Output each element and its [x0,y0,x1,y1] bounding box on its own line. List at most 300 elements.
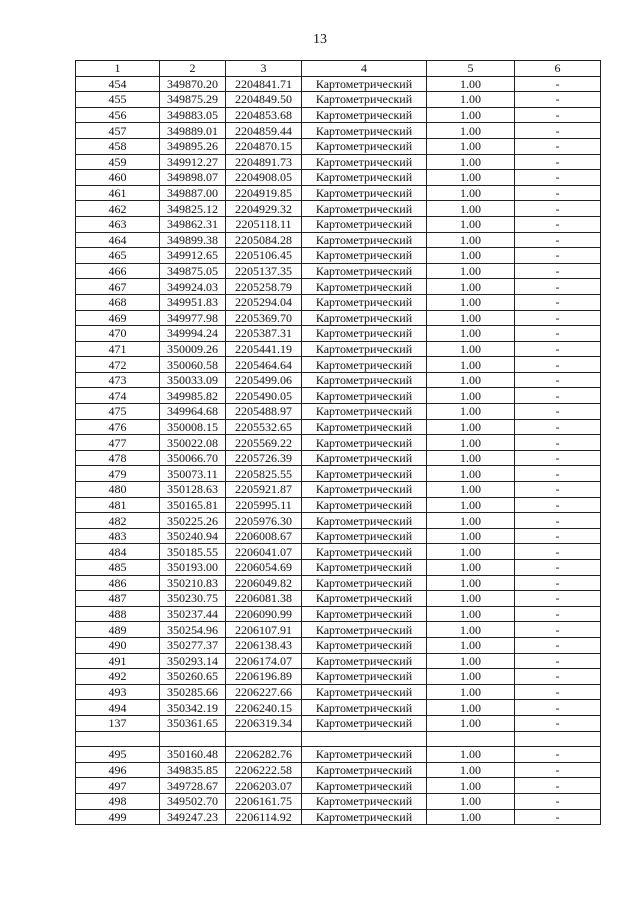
point-number-cell: 466 [76,263,160,279]
description-cell: - [515,591,601,607]
description-cell: - [515,310,601,326]
y-coordinate-cell: 2205106.45 [226,248,302,264]
description-cell: - [515,357,601,373]
y-coordinate-cell: 2205569.22 [226,435,302,451]
y-coordinate-cell: 2205137.35 [226,263,302,279]
accuracy-cell: 1.00 [427,232,515,248]
point-number-cell: 472 [76,357,160,373]
accuracy-cell: 1.00 [427,248,515,264]
table-row [76,170,601,186]
column-header: 6 [515,61,601,77]
accuracy-cell: 1.00 [427,747,515,763]
description-cell: - [515,372,601,388]
accuracy-cell: 1.00 [427,482,515,498]
point-number-cell: 458 [76,138,160,154]
description-cell: - [515,201,601,217]
point-number-cell: 478 [76,450,160,466]
accuracy-cell: 1.00 [427,466,515,482]
y-coordinate-cell: 2206041.07 [226,544,302,560]
x-coordinate-cell: 349883.05 [160,107,226,123]
description-cell: - [515,123,601,139]
x-coordinate-cell: 350361.65 [160,715,226,731]
point-number-cell [76,731,160,747]
table-row [76,715,601,731]
accuracy-cell: 1.00 [427,341,515,357]
x-coordinate-cell: 350022.08 [160,435,226,451]
y-coordinate-cell: 2206174.07 [226,653,302,669]
x-coordinate-cell: 350128.63 [160,482,226,498]
description-cell: - [515,762,601,778]
point-number-cell: 485 [76,560,160,576]
description-cell: - [515,700,601,716]
description-cell: - [515,560,601,576]
table-row [76,419,601,435]
accuracy-cell: 1.00 [427,528,515,544]
description-cell [515,731,601,747]
method-cell: Картометрический [302,76,427,92]
y-coordinate-cell: 2206081.38 [226,591,302,607]
x-coordinate-cell: 350160.48 [160,747,226,763]
column-header: 2 [160,61,226,77]
description-cell: - [515,76,601,92]
method-cell: Картометрический [302,482,427,498]
table-row [76,653,601,669]
method-cell: Картометрический [302,700,427,716]
x-coordinate-cell: 350285.66 [160,684,226,700]
description-cell: - [515,450,601,466]
description-cell: - [515,435,601,451]
y-coordinate-cell: 2206161.75 [226,793,302,809]
point-number-cell: 480 [76,482,160,498]
x-coordinate-cell: 350009.26 [160,341,226,357]
y-coordinate-cell: 2205258.79 [226,279,302,295]
description-cell: - [515,341,601,357]
y-coordinate-cell: 2206090.99 [226,606,302,622]
y-coordinate-cell: 2206049.82 [226,575,302,591]
table-row [76,388,601,404]
point-number-cell: 463 [76,216,160,232]
accuracy-cell: 1.00 [427,372,515,388]
method-cell: Картометрический [302,715,427,731]
description-cell: - [515,669,601,685]
accuracy-cell: 1.00 [427,123,515,139]
accuracy-cell: 1.00 [427,700,515,716]
point-number-cell: 488 [76,606,160,622]
x-coordinate-cell: 350277.37 [160,637,226,653]
method-cell: Картометрический [302,154,427,170]
x-coordinate-cell: 349870.20 [160,76,226,92]
x-coordinate-cell: 350293.14 [160,653,226,669]
column-header: 4 [302,61,427,77]
table-row [76,762,601,778]
method-cell: Картометрический [302,372,427,388]
y-coordinate-cell: 2206227.66 [226,684,302,700]
accuracy-cell: 1.00 [427,279,515,295]
table-body [76,76,601,825]
column-header: 5 [427,61,515,77]
method-cell: Картометрический [302,778,427,794]
method-cell: Картометрический [302,357,427,373]
table-row [76,575,601,591]
description-cell: - [515,513,601,529]
table-row [76,107,601,123]
x-coordinate-cell: 349835.85 [160,762,226,778]
y-coordinate-cell: 2205118.11 [226,216,302,232]
method-cell: Картометрический [302,279,427,295]
description-cell: - [515,419,601,435]
description-cell: - [515,154,601,170]
y-coordinate-cell: 2205490.05 [226,388,302,404]
table-row [76,560,601,576]
coordinates-table [75,60,601,825]
y-coordinate-cell: 2206107.91 [226,622,302,638]
accuracy-cell: 1.00 [427,544,515,560]
method-cell: Картометрический [302,216,427,232]
x-coordinate-cell: 350066.70 [160,450,226,466]
method-cell: Картометрический [302,248,427,264]
point-number-cell: 486 [76,575,160,591]
x-coordinate-cell: 350225.26 [160,513,226,529]
accuracy-cell: 1.00 [427,450,515,466]
table-row [76,700,601,716]
accuracy-cell: 1.00 [427,138,515,154]
y-coordinate-cell: 2205387.31 [226,326,302,342]
accuracy-cell [427,731,515,747]
table-header-row [76,61,601,77]
y-coordinate-cell: 2206054.69 [226,560,302,576]
accuracy-cell: 1.00 [427,513,515,529]
description-cell: - [515,544,601,560]
table-row [76,138,601,154]
point-number-cell: 469 [76,310,160,326]
point-number-cell: 461 [76,185,160,201]
description-cell: - [515,216,601,232]
x-coordinate-cell: 349985.82 [160,388,226,404]
y-coordinate-cell: 2205825.55 [226,466,302,482]
x-coordinate-cell: 350237.44 [160,606,226,622]
method-cell: Картометрический [302,388,427,404]
description-cell: - [515,263,601,279]
x-coordinate-cell: 349912.65 [160,248,226,264]
y-coordinate-cell: 2204891.73 [226,154,302,170]
description-cell: - [515,637,601,653]
method-cell: Картометрический [302,497,427,513]
description-cell: - [515,466,601,482]
method-cell: Картометрический [302,201,427,217]
page-number: 13 [313,32,327,47]
point-number-cell: 465 [76,248,160,264]
description-cell: - [515,232,601,248]
method-cell: Картометрический [302,92,427,108]
description-cell: - [515,107,601,123]
method-cell: Картометрический [302,513,427,529]
method-cell: Картометрический [302,138,427,154]
x-coordinate-cell: 349951.83 [160,294,226,310]
point-number-cell: 487 [76,591,160,607]
description-cell: - [515,248,601,264]
method-cell: Картометрический [302,575,427,591]
accuracy-cell: 1.00 [427,107,515,123]
y-coordinate-cell: 2204859.44 [226,123,302,139]
accuracy-cell: 1.00 [427,201,515,217]
description-cell: - [515,778,601,794]
description-cell: - [515,684,601,700]
x-coordinate-cell: 349875.29 [160,92,226,108]
x-coordinate-cell: 350342.19 [160,700,226,716]
method-cell: Картометрический [302,653,427,669]
accuracy-cell: 1.00 [427,357,515,373]
x-coordinate-cell: 349502.70 [160,793,226,809]
y-coordinate-cell: 2205499.06 [226,372,302,388]
table-row [76,76,601,92]
accuracy-cell: 1.00 [427,809,515,825]
point-number-cell: 454 [76,76,160,92]
point-number-cell: 474 [76,388,160,404]
method-cell: Картометрический [302,528,427,544]
point-number-cell: 499 [76,809,160,825]
column-header: 3 [226,61,302,77]
description-cell: - [515,528,601,544]
y-coordinate-cell: 2204919.85 [226,185,302,201]
y-coordinate-cell: 2205294.04 [226,294,302,310]
table-row [76,357,601,373]
y-coordinate-cell: 2206282.76 [226,747,302,763]
accuracy-cell: 1.00 [427,216,515,232]
y-coordinate-cell: 2206319.34 [226,715,302,731]
accuracy-cell: 1.00 [427,778,515,794]
description-cell: - [515,279,601,295]
accuracy-cell: 1.00 [427,637,515,653]
method-cell: Картометрический [302,341,427,357]
point-number-cell: 459 [76,154,160,170]
point-number-cell: 498 [76,793,160,809]
description-cell: - [515,653,601,669]
table-row [76,513,601,529]
method-cell: Картометрический [302,544,427,560]
x-coordinate-cell: 350008.15 [160,419,226,435]
description-cell: - [515,138,601,154]
y-coordinate-cell: 2204908.05 [226,170,302,186]
y-coordinate-cell: 2205441.19 [226,341,302,357]
table-row [76,372,601,388]
description-cell: - [515,715,601,731]
method-cell: Картометрический [302,294,427,310]
accuracy-cell: 1.00 [427,575,515,591]
method-cell: Картометрический [302,606,427,622]
point-number-cell: 489 [76,622,160,638]
method-cell: Картометрический [302,669,427,685]
table-row [76,793,601,809]
method-cell: Картометрический [302,747,427,763]
x-coordinate-cell: 349825.12 [160,201,226,217]
accuracy-cell: 1.00 [427,762,515,778]
table-row [76,201,601,217]
point-number-cell: 492 [76,669,160,685]
table-row [76,684,601,700]
point-number-cell: 477 [76,435,160,451]
y-coordinate-cell: 2206008.67 [226,528,302,544]
table-row [76,544,601,560]
method-cell: Картометрический [302,232,427,248]
x-coordinate-cell: 349994.24 [160,326,226,342]
accuracy-cell: 1.00 [427,622,515,638]
y-coordinate-cell: 2206138.43 [226,637,302,653]
accuracy-cell: 1.00 [427,263,515,279]
accuracy-cell: 1.00 [427,326,515,342]
table-row [76,528,601,544]
accuracy-cell: 1.00 [427,388,515,404]
method-cell: Картометрический [302,684,427,700]
description-cell: - [515,606,601,622]
method-cell: Картометрический [302,450,427,466]
table-row [76,637,601,653]
y-coordinate-cell: 2204841.71 [226,76,302,92]
x-coordinate-cell: 349247.23 [160,809,226,825]
accuracy-cell: 1.00 [427,684,515,700]
table-row [76,450,601,466]
description-cell: - [515,747,601,763]
method-cell: Картометрический [302,404,427,420]
description-cell: - [515,170,601,186]
y-coordinate-cell: 2204853.68 [226,107,302,123]
description-cell: - [515,482,601,498]
table-row [76,497,601,513]
x-coordinate-cell: 349899.38 [160,232,226,248]
method-cell: Картометрический [302,793,427,809]
accuracy-cell: 1.00 [427,419,515,435]
point-number-cell: 484 [76,544,160,560]
y-coordinate-cell: 2205726.39 [226,450,302,466]
y-coordinate-cell: 2206222.58 [226,762,302,778]
point-number-cell: 462 [76,201,160,217]
table-row [76,123,601,139]
method-cell: Картометрический [302,123,427,139]
method-cell: Картометрический [302,560,427,576]
method-cell: Картометрический [302,263,427,279]
x-coordinate-cell: 350060.58 [160,357,226,373]
accuracy-cell: 1.00 [427,294,515,310]
method-cell: Картометрический [302,185,427,201]
point-number-cell: 470 [76,326,160,342]
point-number-cell: 456 [76,107,160,123]
x-coordinate-cell: 350193.00 [160,560,226,576]
table-row [76,747,601,763]
table-row-gap [76,731,601,747]
table-row [76,232,601,248]
point-number-cell: 455 [76,92,160,108]
accuracy-cell: 1.00 [427,606,515,622]
y-coordinate-cell: 2204929.32 [226,201,302,217]
x-coordinate-cell: 349977.98 [160,310,226,326]
accuracy-cell: 1.00 [427,497,515,513]
description-cell: - [515,404,601,420]
x-coordinate-cell: 350230.75 [160,591,226,607]
y-coordinate-cell [226,731,302,747]
point-number-cell: 476 [76,419,160,435]
x-coordinate-cell: 350240.94 [160,528,226,544]
point-number-cell: 494 [76,700,160,716]
accuracy-cell: 1.00 [427,76,515,92]
accuracy-cell: 1.00 [427,793,515,809]
description-cell: - [515,388,601,404]
description-cell: - [515,294,601,310]
accuracy-cell: 1.00 [427,310,515,326]
accuracy-cell: 1.00 [427,560,515,576]
accuracy-cell: 1.00 [427,653,515,669]
point-number-cell: 491 [76,653,160,669]
point-number-cell: 490 [76,637,160,653]
x-coordinate-cell [160,731,226,747]
description-cell: - [515,185,601,201]
table-row [76,435,601,451]
point-number-cell: 495 [76,747,160,763]
accuracy-cell: 1.00 [427,92,515,108]
description-cell: - [515,809,601,825]
y-coordinate-cell: 2205464.64 [226,357,302,373]
table-row [76,591,601,607]
accuracy-cell: 1.00 [427,404,515,420]
table-row [76,92,601,108]
x-coordinate-cell: 349728.67 [160,778,226,794]
x-coordinate-cell: 349924.03 [160,279,226,295]
description-cell: - [515,622,601,638]
method-cell: Картометрический [302,310,427,326]
method-cell: Картометрический [302,762,427,778]
y-coordinate-cell: 2205921.87 [226,482,302,498]
accuracy-cell: 1.00 [427,185,515,201]
y-coordinate-cell: 2206203.07 [226,778,302,794]
y-coordinate-cell: 2205084.28 [226,232,302,248]
description-cell: - [515,326,601,342]
table-row [76,216,601,232]
table-row [76,310,601,326]
x-coordinate-cell: 350165.81 [160,497,226,513]
table-row [76,248,601,264]
point-number-cell: 479 [76,466,160,482]
y-coordinate-cell: 2206240.15 [226,700,302,716]
table-row [76,404,601,420]
table-row [76,154,601,170]
method-cell: Картометрический [302,809,427,825]
y-coordinate-cell: 2205995.11 [226,497,302,513]
table-row [76,341,601,357]
description-cell: - [515,575,601,591]
method-cell: Картометрический [302,622,427,638]
y-coordinate-cell: 2205532.65 [226,419,302,435]
method-cell: Картометрический [302,637,427,653]
y-coordinate-cell: 2205488.97 [226,404,302,420]
point-number-cell: 467 [76,279,160,295]
y-coordinate-cell: 2204849.50 [226,92,302,108]
accuracy-cell: 1.00 [427,591,515,607]
table-row [76,185,601,201]
x-coordinate-cell: 349875.05 [160,263,226,279]
description-cell: - [515,793,601,809]
point-number-cell: 137 [76,715,160,731]
x-coordinate-cell: 350254.96 [160,622,226,638]
method-cell [302,731,427,747]
table-row [76,809,601,825]
method-cell: Картометрический [302,107,427,123]
x-coordinate-cell: 350033.09 [160,372,226,388]
point-number-cell: 457 [76,123,160,139]
y-coordinate-cell: 2206114.92 [226,809,302,825]
method-cell: Картометрический [302,326,427,342]
accuracy-cell: 1.00 [427,715,515,731]
point-number-cell: 460 [76,170,160,186]
method-cell: Картометрический [302,435,427,451]
method-cell: Картометрический [302,419,427,435]
